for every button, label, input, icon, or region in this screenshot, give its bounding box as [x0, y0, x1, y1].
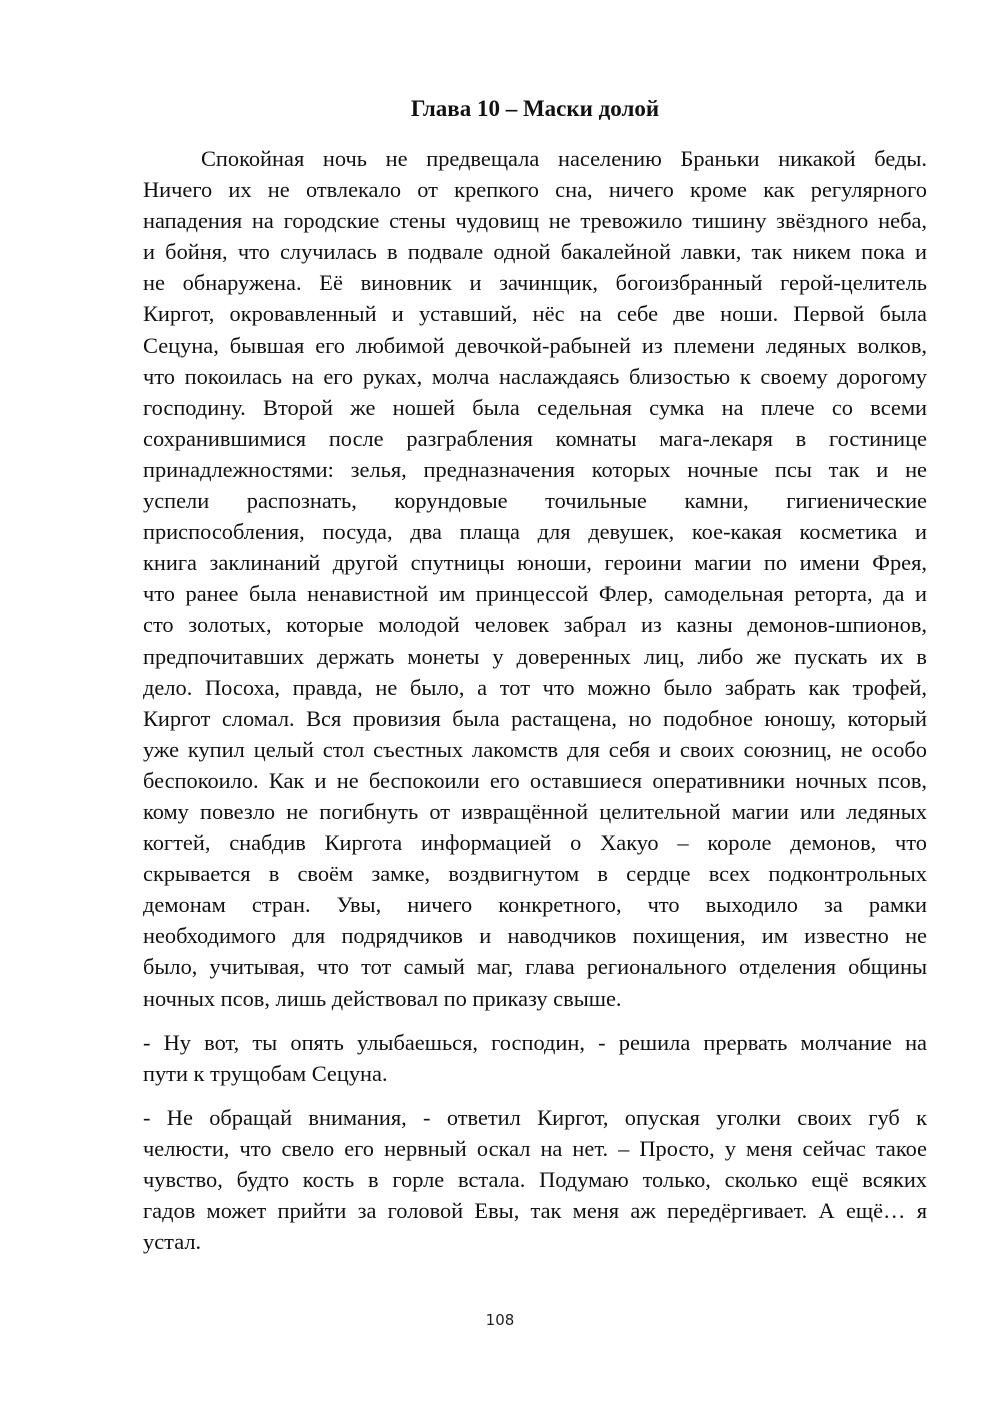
- text-line: устал.: [143, 1229, 202, 1255]
- text-line: - Не обращай внимания, - ответил Киргот, опуская уголки своих губ к: [143, 1104, 927, 1130]
- text-line: чувство, будто кость в горле встала. Подумаю только, сколько ещё всяких: [143, 1167, 927, 1192]
- text-line: кому повезло не погибнуть от извращённой целительной магии или ледяных: [143, 798, 927, 824]
- text-line: когтей, снабдив Киргота информацией о Хакуо – короле демонов, что: [143, 830, 927, 856]
- text-line: уже купил целый стол съестных лакомств для себя и своих союзниц, не особо: [143, 736, 927, 762]
- paragraph-dialogue-kirgot: [143, 1102, 927, 1257]
- text-line: беспокоило. Как и не беспокоили его оставшиеся оперативники ночных псов,: [143, 767, 927, 793]
- text-line: не обнаружена. Её виновник и зачинщик, богоизбранный герой-целитель: [143, 270, 927, 296]
- text-line: Сецуна, бывшая его любимой девочкой-рабыней из племени ледяных волков,: [143, 332, 927, 358]
- text-line: что ранее была ненавистной им принцессой Флер, самодельная реторта, да и: [143, 581, 927, 607]
- text-line: Ничего их не отвлекало от крепкого сна, ничего кроме как регулярного: [143, 177, 927, 203]
- text-line: пути к трущобам Сецуна.: [143, 1060, 388, 1086]
- text-line: сохранившимися после разграбления комнаты мага-лекаря в гостинице: [143, 425, 927, 451]
- text-line: сто золотых, которые молодой человек забрал из казны демонов-шпионов,: [143, 612, 927, 638]
- text-line: принадлежностями: зелья, предназначения которых ночные псы так и не: [143, 456, 927, 482]
- text-line: челюсти, что свело его нервный оскал на нет. – Просто, у меня сейчас такое: [143, 1135, 927, 1161]
- paragraph-narration: [143, 143, 927, 1014]
- text-line: что покоилась на его руках, молча наслаждаясь близостью к своему дорогому: [143, 363, 927, 389]
- text-line: гадов может прийти за головой Евы, так меня аж передёргивает. А ещё… я: [143, 1198, 927, 1224]
- text-line: успели распознать, корундовые точильные камни, гигиенические: [143, 488, 927, 514]
- chapter-title: Глава 10 – Маски долой: [410, 96, 660, 121]
- text-line: Киргот сломал. Вся провизия была растащена, но подобное юношу, который: [143, 705, 927, 731]
- text-line: было, учитывая, что тот самый маг, глава регионального отделения общины: [143, 954, 927, 980]
- text-line: приспособления, посуда, два плаща для девушек, кое-какая косметика и: [143, 519, 927, 545]
- text-line: дело. Посоха, правда, не было, а тот что можно было забрать как трофей,: [143, 674, 927, 700]
- text-line: необходимого для подрядчиков и наводчиков похищения, им известно не: [143, 923, 927, 949]
- text-line: нападения на городские стены чудовищ не тревожило тишину звёздного неба,: [143, 208, 927, 234]
- paragraph-dialogue-setsuna: [143, 1027, 927, 1089]
- text-line: - Ну вот, ты опять улыбаешься, господин, - решила прервать молчание на: [143, 1029, 927, 1055]
- text-line: предпочитавших держать монеты у доверенных лиц, либо же пускать их в: [143, 643, 927, 669]
- chapter-body: [143, 143, 927, 1257]
- text-line: ночных псов, лишь действовал по приказу свыше.: [143, 985, 622, 1011]
- text-line: господину. Второй же ношей была седельная сумка на плече со всеми: [143, 394, 927, 420]
- text-line: скрывается в своём замке, воздвигнутом в сердце всех подконтрольных: [143, 861, 927, 887]
- text-line: Киргот, окровавленный и уставший, нёс на себе две ноши. Первой была: [143, 301, 927, 327]
- page-number: 108: [485, 1311, 515, 1329]
- text-line: демонам стран. Увы, ничего конкретного, что выходило за рамки: [143, 892, 927, 918]
- text-line: книга заклинаний другой спутницы юноши, героини магии по имени Фрея,: [143, 550, 927, 576]
- text-line: Спокойная ночь не предвещала населению Браньки никакой беды.: [201, 146, 927, 171]
- text-line: и бойня, что случилась в подвале одной бакалейной лавки, так никем пока и: [143, 239, 927, 265]
